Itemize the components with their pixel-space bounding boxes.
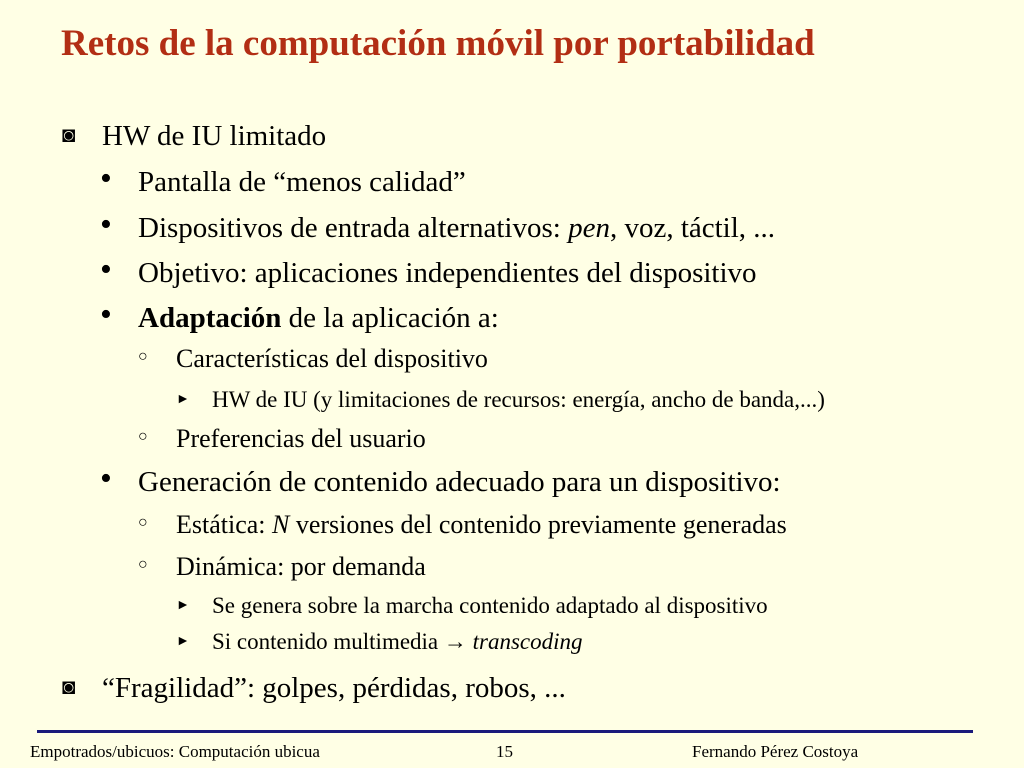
bullet-text-segment: Preferencias del usuario (176, 424, 426, 453)
bullet-text (138, 168, 466, 197)
footer-author: Fernando Pérez Costoya (692, 742, 859, 761)
circle-bullet-icon: ○ (138, 514, 148, 531)
bullet-text-segment: N (272, 510, 290, 539)
circle-bullet-icon: ○ (138, 428, 148, 445)
dot-bullet-icon: • (100, 160, 112, 197)
bullet-text (102, 674, 566, 703)
bullet-text-segment: “Fragilidad”: golpes, pérdidas, robos, ... (102, 672, 566, 704)
bullet-text-segment: Se genera sobre la marcha contenido adaptado al dispositivo (212, 593, 768, 618)
bullet-text (176, 346, 488, 372)
circle-bullet-icon: ○ (138, 348, 148, 365)
bullet-text-segment: Generación de contenido adecuado para un dispositivo: (138, 466, 781, 498)
footer-divider (37, 730, 973, 733)
bullet-text-segment: Dinámica: por demanda (176, 552, 426, 581)
circle-bullet-icon: ○ (138, 556, 148, 573)
bullet-text (212, 630, 583, 653)
slide-title: Retos de la computación móvil por portabilidad (61, 23, 815, 64)
bullet-text (138, 259, 757, 288)
bullet-text-segment: Objetivo: aplicaciones independientes del dispositivo (138, 257, 757, 289)
bullet-text-segment: HW de IU limitado (102, 120, 327, 152)
bullet-text-segment: Si contenido multimedia (212, 629, 444, 654)
bullet-text-segment: pen (568, 212, 610, 244)
bullet-text (176, 426, 426, 452)
bullet-text-segment: Dispositivos de entrada alternativos: (138, 212, 569, 244)
bullet-text (138, 214, 775, 243)
triangle-bullet-icon: ► (176, 392, 190, 407)
dot-bullet-icon: • (100, 460, 112, 497)
dot-bullet-icon: • (100, 296, 112, 333)
bullet-text-segment: HW de IU (y limitaciones de recursos: energía, ancho de banda,...) (212, 387, 825, 412)
dot-bullet-icon: • (100, 206, 112, 243)
bullet-text (138, 468, 781, 497)
bullet-text (212, 594, 768, 617)
bullet-text-segment: versiones del contenido previamente generadas (289, 510, 787, 539)
bullet-text-segment: Características del dispositivo (176, 344, 488, 373)
bullet-text-segment: Pantalla de “menos calidad” (138, 166, 466, 198)
bullet-text (212, 388, 825, 411)
bullet-text (102, 122, 326, 151)
box-bullet-icon: ◙ (62, 122, 76, 147)
dot-bullet-icon: • (100, 251, 112, 288)
box-bullet-icon: ◙ (62, 674, 76, 699)
bullet-text-segment: transcoding (472, 629, 583, 654)
bullet-text (176, 554, 426, 580)
bullet-text (138, 304, 499, 333)
triangle-bullet-icon: ► (176, 634, 190, 649)
bullet-text (176, 512, 787, 538)
triangle-bullet-icon: ► (176, 598, 190, 613)
bullet-text-segment: → (443, 629, 473, 654)
footer-page-number: 15 (496, 742, 513, 761)
footer-course: Empotrados/ubicuos: Computación ubicua (30, 742, 320, 761)
bullet-text-segment: , voz, táctil, ... (609, 212, 776, 244)
bullet-text-segment: de la aplicación a: (281, 302, 499, 334)
bullet-text-segment: Estática: (176, 510, 273, 539)
bullet-text-segment: Adaptación (138, 302, 282, 334)
